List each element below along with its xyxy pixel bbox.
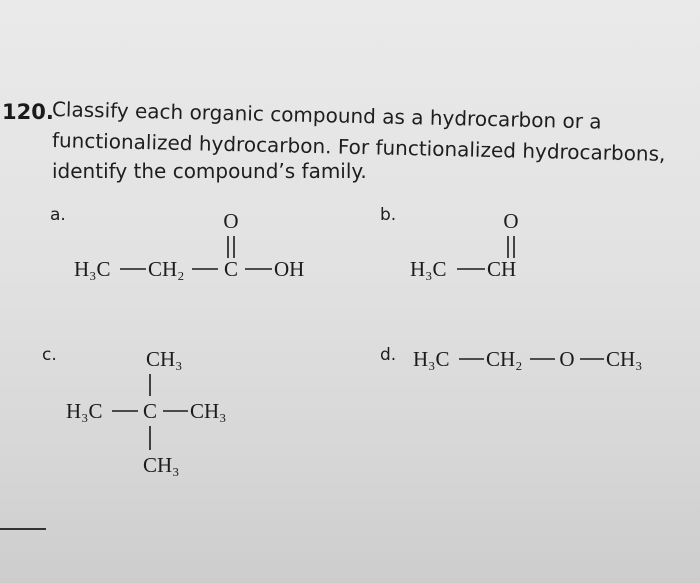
compound-label-d: d. bbox=[380, 345, 397, 365]
compound-d-methyl: H₃C bbox=[413, 347, 450, 371]
compound-label-b: b. bbox=[380, 205, 397, 225]
compound-a-carbonyl-carbon: C bbox=[223, 257, 239, 281]
compound-b-aldehyde-carbon: CH bbox=[487, 257, 517, 281]
compound-b-structure bbox=[410, 209, 519, 281]
question-number: 120. bbox=[2, 100, 54, 124]
compound-b-oxygen-top: O bbox=[503, 209, 519, 233]
compound-a-methyl: H₃C bbox=[74, 257, 111, 281]
compound-d-methyl-end: CH₃ bbox=[606, 347, 643, 371]
compound-label-c: c. bbox=[42, 345, 57, 365]
compound-c-structure bbox=[66, 347, 227, 477]
compound-d-structure bbox=[413, 347, 643, 371]
compound-a-structure bbox=[74, 209, 304, 281]
margin-rule bbox=[0, 528, 46, 530]
compound-c-methyl-top: CH₃ bbox=[146, 347, 183, 371]
compound-d-methylene: CH₂ bbox=[486, 347, 523, 371]
question-line-3: identify the compound’s family. bbox=[52, 159, 367, 183]
compound-c-methyl-bottom: CH₃ bbox=[143, 453, 180, 477]
compound-b-methyl: H₃C bbox=[410, 257, 447, 281]
compound-c-methyl-left: H₃C bbox=[66, 399, 103, 423]
compound-a-hydroxyl: OH bbox=[274, 257, 305, 281]
compound-d-oxygen: O bbox=[559, 347, 575, 371]
question-line-1: Classify each organic compound as a hydrocarbon or a bbox=[51, 97, 602, 134]
compound-c-central-carbon: C bbox=[142, 399, 158, 423]
compound-a-oxygen-top: O bbox=[223, 209, 239, 233]
question-line-2: functionalized hydrocarbon. For functionalized hydrocarbons, bbox=[51, 128, 666, 166]
compound-a-methylene: CH₂ bbox=[148, 257, 185, 281]
compound-c-methyl-right: CH₃ bbox=[190, 399, 227, 423]
compound-label-a: a. bbox=[50, 205, 66, 225]
